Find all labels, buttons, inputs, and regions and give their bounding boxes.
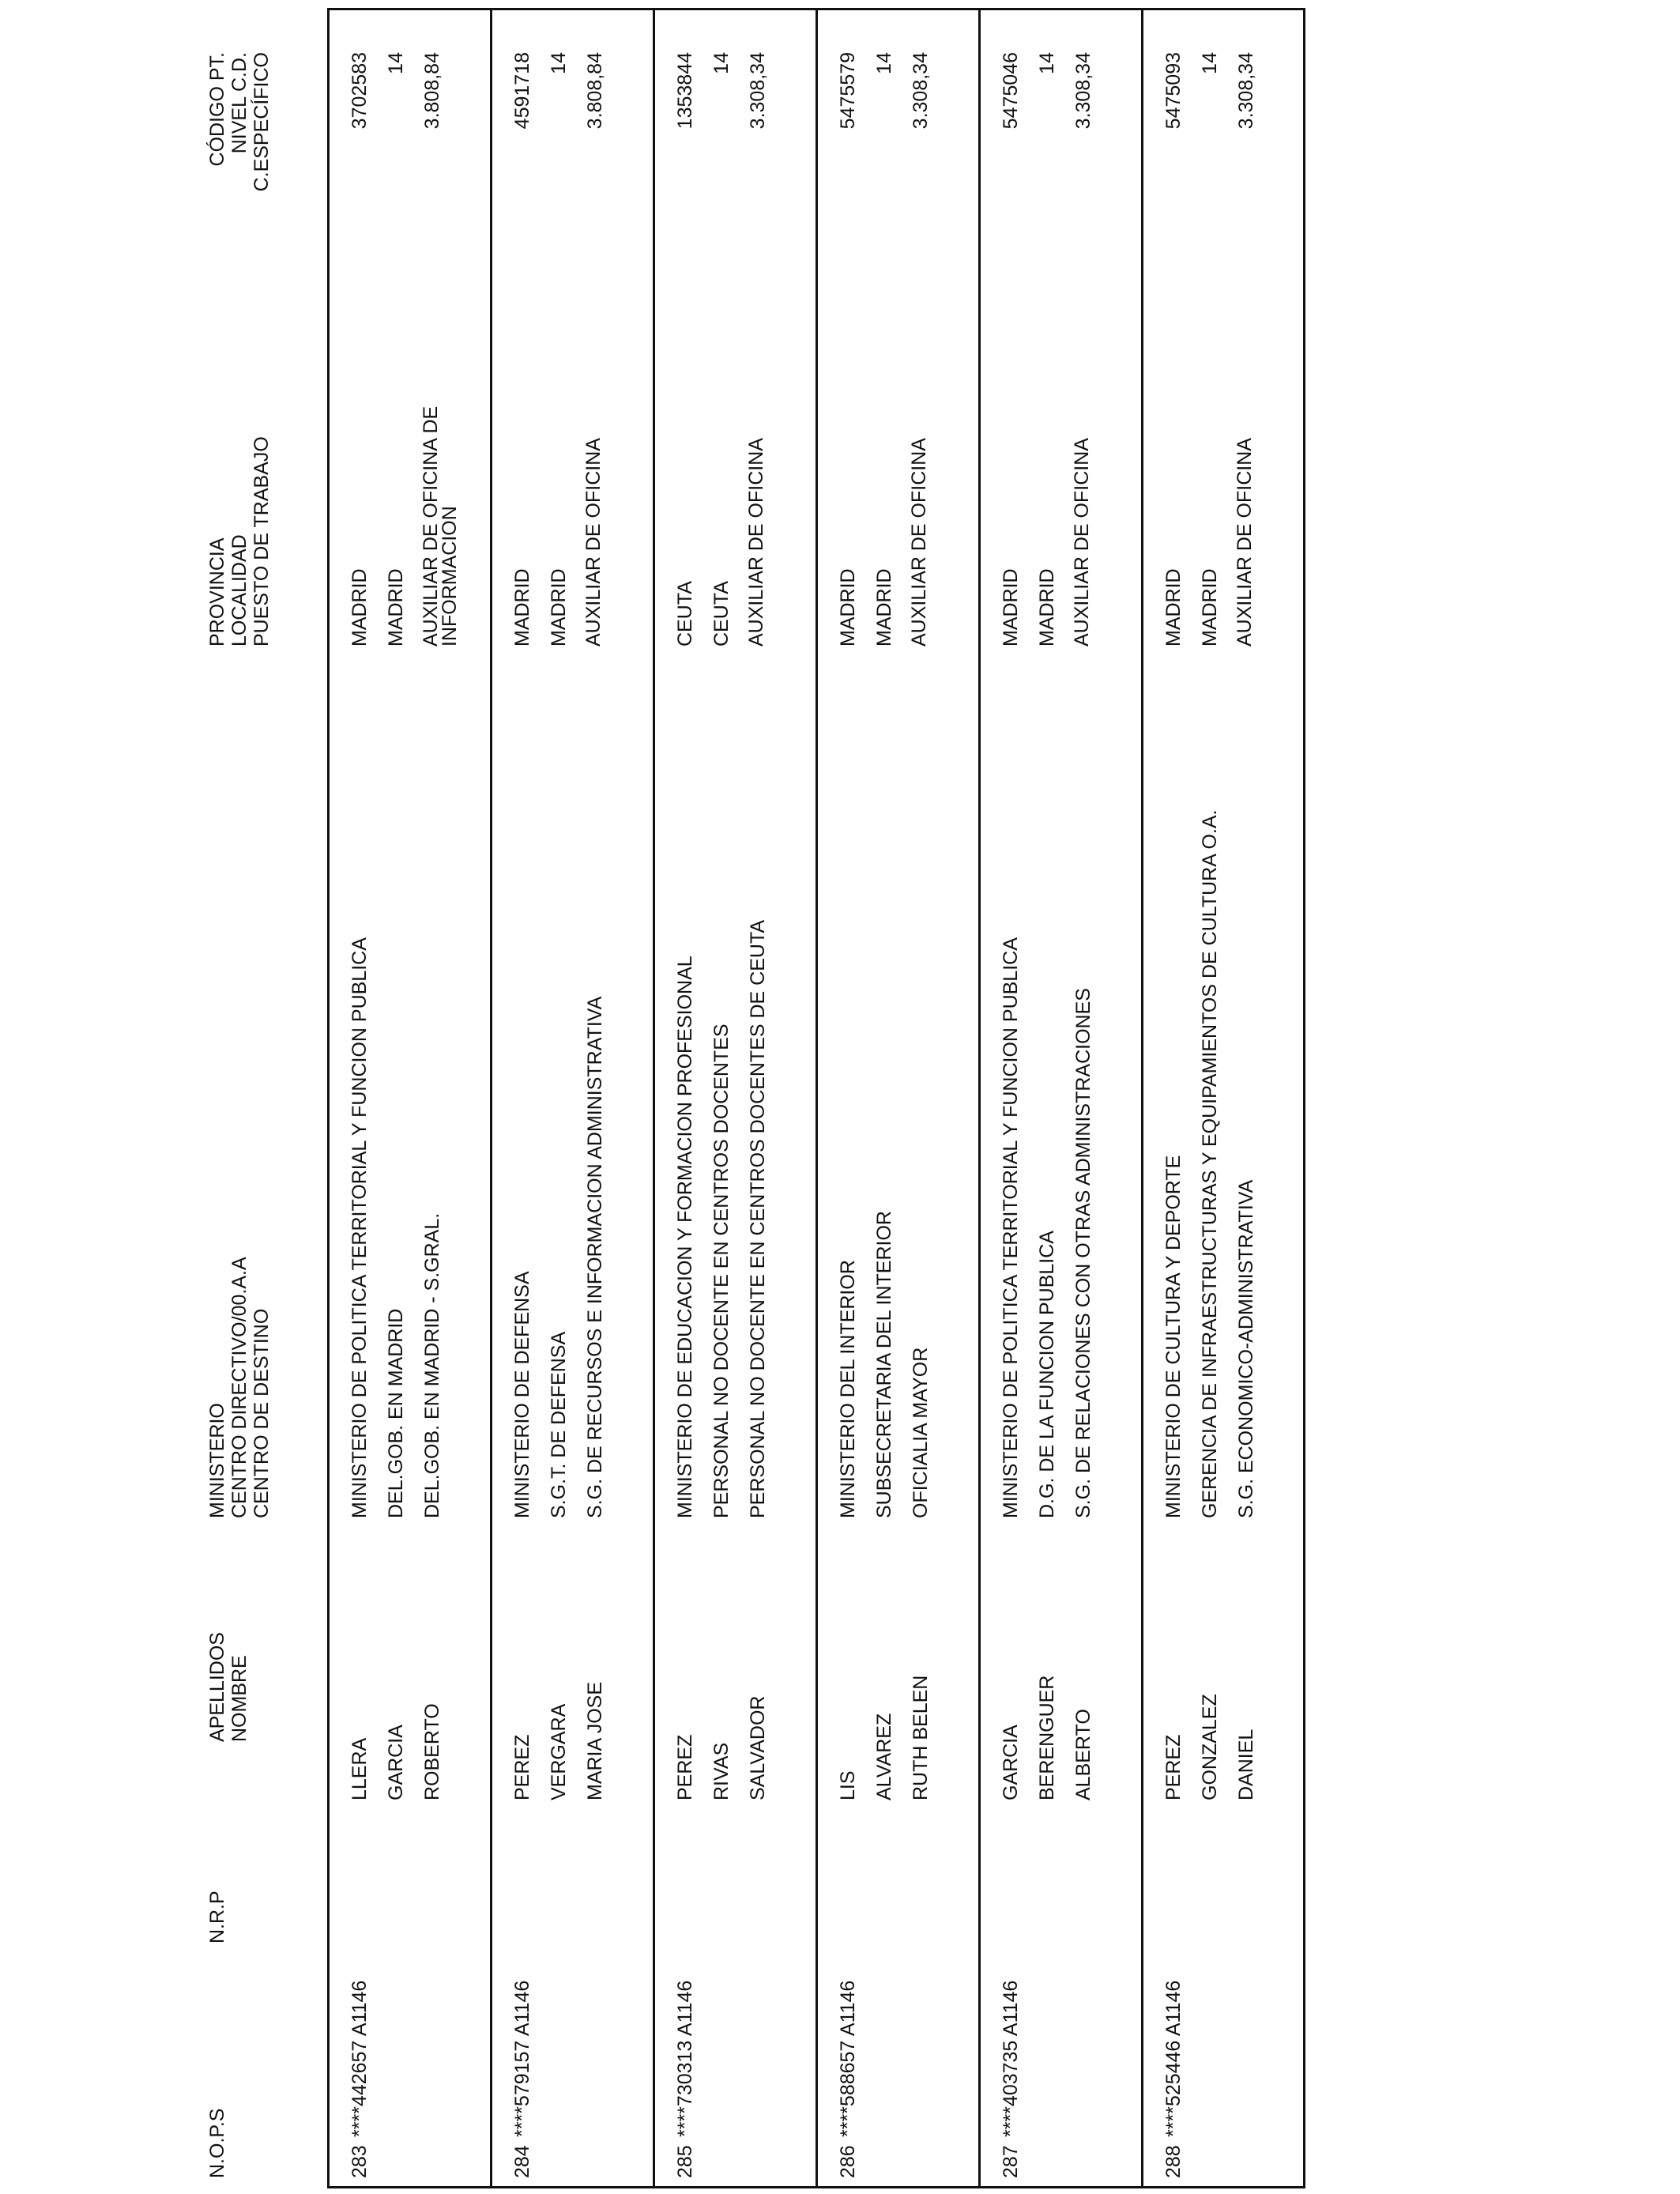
cell-nrp: ****588657 A1146 (837, 1980, 859, 2137)
cell-localidad: MADRID (1199, 568, 1221, 647)
cell-nombre: DANIEL (1235, 1728, 1257, 1800)
cell-nivel: 14 (710, 52, 733, 74)
cell-nivel: 14 (385, 52, 407, 74)
cell-localidad: CEUTA (710, 581, 733, 647)
cell-nombre: ALBERTO (1072, 1709, 1094, 1800)
cell-provincia: MADRID (1162, 568, 1185, 647)
cell-nombre: ROBERTO (421, 1703, 443, 1800)
cell-puesto: AUXILIAR DE OFICINA (908, 438, 930, 647)
row-separator (978, 8, 981, 2188)
cell-provincia: MADRID (1000, 568, 1022, 647)
cell-provincia: MADRID (511, 568, 533, 647)
cell-puesto: AUXILIAR DE OFICINA (582, 438, 605, 647)
cell-nops: 287 (1000, 2145, 1022, 2178)
cell-nombre: RUTH BELEN (910, 1675, 932, 1800)
cell-ministerio: MINISTERIO DEL INTERIOR (837, 1260, 859, 1518)
cell-nivel: 14 (1036, 52, 1058, 74)
cell-provincia: MADRID (837, 568, 859, 647)
cell-centro-directivo: SUBSECRETARIA DEL INTERIOR (873, 1211, 895, 1518)
cell-codigo: 5475093 (1162, 52, 1185, 130)
cell-apellido1: PEREZ (674, 1734, 696, 1800)
cell-nivel: 14 (1199, 52, 1221, 74)
cell-apellido1: PEREZ (1162, 1734, 1185, 1800)
cell-centro-destino: S.G. ECONOMICO-ADMINISTRATIVA (1235, 1179, 1257, 1518)
cell-centro-directivo: PERSONAL NO DOCENTE EN CENTROS DOCENTES (710, 1023, 733, 1518)
header-nrp: N.R.P (206, 1891, 228, 1943)
cell-apellido2: GARCIA (385, 1725, 407, 1800)
cell-ministerio: MINISTERIO DE POLITICA TERRITORIAL Y FUNCION PUBLICA (1000, 937, 1022, 1518)
header-codigo-nivel-especifico: CÓDIGO PT. NIVEL C.D. C.ESPECÍFICO (206, 52, 273, 192)
cell-especifico: 3.308,34 (747, 52, 769, 130)
cell-nrp: ****579157 A1146 (511, 1980, 533, 2137)
cell-centro-directivo: S.G.T. DE DEFENSA (548, 1331, 570, 1518)
row-separator (1141, 8, 1143, 2188)
cell-codigo: 4591718 (511, 52, 533, 130)
cell-codigo: 1353844 (674, 52, 696, 130)
cell-apellido2: VERGARA (548, 1703, 570, 1800)
cell-codigo: 5475046 (1000, 52, 1022, 130)
cell-provincia: CEUTA (674, 581, 696, 647)
row-separator (816, 8, 818, 2188)
cell-centro-destino: S.G. DE RECURSOS E INFORMACION ADMINISTRATIVA (584, 996, 606, 1518)
cell-apellido1: LIS (837, 1770, 859, 1800)
cell-centro-destino: DEL.GOB. EN MADRID - S.GRAL. (421, 1212, 443, 1518)
cell-centro-directivo: DEL.GOB. EN MADRID (385, 1308, 407, 1518)
cell-nrp: ****525446 A1146 (1162, 1980, 1185, 2137)
cell-especifico: 3.808,84 (584, 52, 606, 130)
cell-codigo: 5475579 (837, 52, 859, 130)
row-separator (653, 8, 655, 2188)
cell-especifico: 3.308,34 (1072, 52, 1094, 130)
header-nops: N.O.P.S (206, 2108, 228, 2178)
cell-apellido2: ALVAREZ (873, 1713, 895, 1800)
cell-especifico: 3.308,34 (910, 52, 932, 130)
cell-especifico: 3.808,84 (421, 52, 443, 130)
cell-nops: 288 (1162, 2145, 1185, 2178)
cell-nombre: SALVADOR (747, 1695, 769, 1800)
cell-centro-directivo: D.G. DE LA FUNCION PUBLICA (1036, 1231, 1058, 1518)
cell-puesto: AUXILIAR DE OFICINA (1071, 438, 1093, 647)
header-ministerio-centro: MINISTERIO CENTRO DIRECTIVO/00.A.A CENTRO DE DESTINO (206, 1257, 273, 1518)
cell-apellido2: BERENGUER (1036, 1675, 1058, 1800)
cell-apellido2: GONZALEZ (1199, 1694, 1221, 1800)
cell-nops: 284 (511, 2145, 533, 2178)
header-apellidos-nombre: APELLIDOS NOMBRE (206, 1632, 250, 1742)
cell-apellido2: RIVAS (710, 1742, 733, 1800)
cell-ministerio: MINISTERIO DE EDUCACION Y FORMACION PROFESIONAL (674, 956, 696, 1518)
cell-nivel: 14 (548, 52, 570, 74)
cell-centro-destino: OFICIALIA MAYOR (910, 1347, 932, 1518)
header-provincia-localidad-puesto: PROVINCIA LOCALIDAD PUESTO DE TRABAJO (206, 436, 273, 647)
cell-localidad: MADRID (385, 568, 407, 647)
cell-nops: 286 (837, 2145, 859, 2178)
cell-localidad: MADRID (1036, 568, 1058, 647)
cell-centro-destino: PERSONAL NO DOCENTE EN CENTROS DOCENTES DE CEUTA (747, 919, 769, 1518)
cell-provincia: MADRID (348, 568, 371, 647)
cell-nrp: ****403735 A1146 (1000, 1980, 1022, 2137)
cell-ministerio: MINISTERIO DE POLITICA TERRITORIAL Y FUNCION PUBLICA (348, 937, 371, 1518)
cell-puesto: AUXILIAR DE OFICINA DE INFORMACION (420, 405, 461, 647)
cell-puesto: AUXILIAR DE OFICINA (745, 438, 767, 647)
cell-centro-directivo: GERENCIA DE INFRAESTRUCTURAS Y EQUIPAMIENTOS DE CULTURA O.A. (1199, 809, 1221, 1518)
cell-codigo: 3702583 (348, 52, 371, 130)
cell-centro-destino: S.G. DE RELACIONES CON OTRAS ADMINISTRACIONES (1072, 988, 1094, 1518)
cell-localidad: MADRID (548, 568, 570, 647)
cell-nops: 285 (674, 2145, 696, 2178)
cell-nops: 283 (348, 2145, 371, 2178)
cell-puesto: AUXILIAR DE OFICINA (1234, 438, 1256, 647)
cell-nrp: ****442657 A1146 (348, 1980, 371, 2137)
cell-nombre: MARIA JOSE (584, 1681, 606, 1800)
cell-especifico: 3.308,34 (1235, 52, 1257, 130)
cell-nivel: 14 (873, 52, 895, 74)
cell-ministerio: MINISTERIO DE DEFENSA (511, 1271, 533, 1518)
cell-ministerio: MINISTERIO DE CULTURA Y DEPORTE (1162, 1155, 1185, 1518)
row-separator (490, 8, 492, 2188)
cell-apellido1: PEREZ (511, 1734, 533, 1800)
cell-nrp: ****730313 A1146 (674, 1980, 696, 2137)
cell-apellido1: GARCIA (1000, 1725, 1022, 1800)
cell-localidad: MADRID (873, 568, 895, 647)
cell-apellido1: LLERA (348, 1737, 371, 1800)
